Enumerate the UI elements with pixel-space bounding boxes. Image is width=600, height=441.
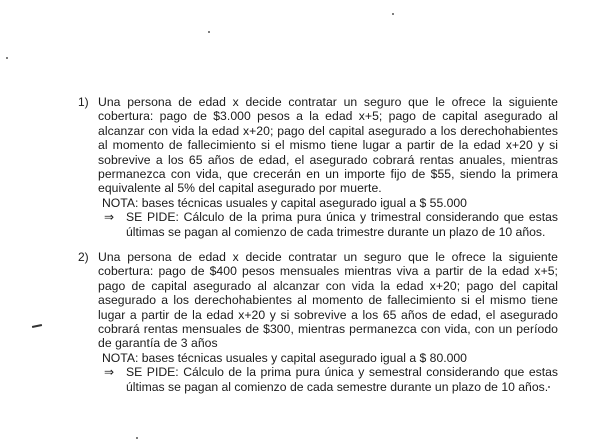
problem-number: 2) <box>78 250 89 264</box>
scan-mark <box>32 324 42 328</box>
problem-request-text: SE PIDE: Cálculo de la prima pura única y trimestral considerando que estas últimas se pagan al comienzo de cada trimestre durante un plazo de 10 años. <box>126 210 558 239</box>
problem-note: NOTA: bases técnicas usuales y capital asegurado igual a $ 55.000 <box>102 195 467 210</box>
problem-note: NOTA: bases técnicas usuales y capital asegurado igual a $ 80.000 <box>102 350 467 365</box>
scan-speck <box>136 437 138 439</box>
scan-speck <box>548 386 550 388</box>
problem-2 <box>78 250 558 394</box>
problem-request-text: SE PIDE: Cálculo de la prima pura única y semestral considerando que estas últimas se pagan al comienzo de cada semestre durante un plazo de 10 años. <box>126 365 558 394</box>
problem-statement: Una persona de edad x decide contratar un seguro que le ofrece la siguiente cobertura: pago de $3.000 pesos a la edad x+5; pago de capital asegurado al alcanzar con vida la edad x+20; pago del capital asegurado a los derechohabientes al momento de fallecimiento si el mismo tiene lugar a partir de la edad x+20 y si sobrevive a los 65 años de edad, el asegurado cobrará rentas anuales, mientras permanezca con vida, que crecerán en un importe fijo de $55, siendo la primera equivalente al 5% del capital asegurado por muerte. <box>98 95 558 196</box>
scan-speck <box>6 57 8 59</box>
implies-arrow-icon: ⇒ <box>104 210 115 225</box>
scan-speck <box>208 31 210 33</box>
scan-speck <box>392 13 394 15</box>
problem-number: 1) <box>78 95 89 109</box>
implies-arrow-icon: ⇒ <box>104 365 115 380</box>
problem-request <box>104 210 558 239</box>
problem-1 <box>78 95 558 239</box>
problem-request <box>104 365 558 394</box>
problem-statement: Una persona de edad x decide contratar un seguro que le ofrece la siguiente cobertura: pago de $400 pesos mensuales mientras viva a partir de la edad x+5; pago de capital asegurado al alcanzar con vida la edad x+20; pago del capital asegurado a los derechohabientes al momento de fallecimiento si el mismo tiene lugar a partir de la edad x+20 y si sobrevive a los 65 años de edad, el asegurado cobrará rentas mensuales de $300, mientras permanezca con vida, con un período de garantía de 3 años <box>98 250 558 351</box>
